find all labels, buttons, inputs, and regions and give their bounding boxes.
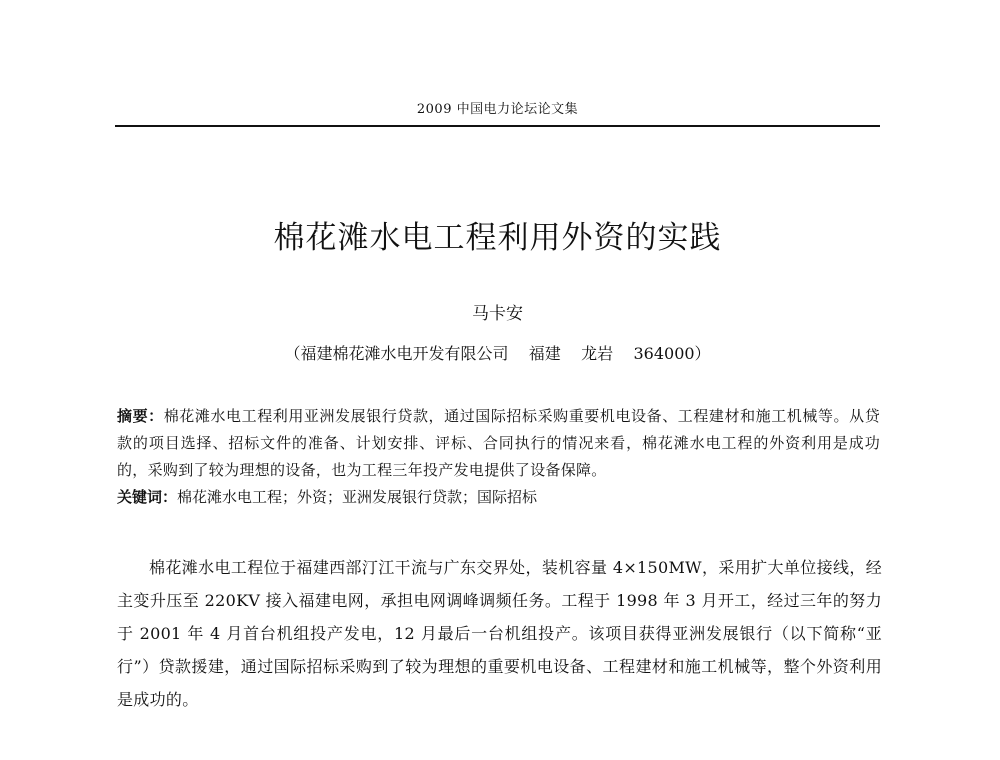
- keywords-label: 关键词：: [117, 488, 178, 506]
- author-name: 马卡安: [472, 304, 523, 324]
- author-affiliation: （福建棉花滩水电开发有限公司 福建 龙岩 364000）: [284, 344, 711, 363]
- abstract-label: 摘要：: [117, 407, 164, 425]
- running-header: 2009 中国电力论坛论文集: [416, 102, 579, 117]
- abstract-text: 棉花滩水电工程利用亚洲发展银行贷款，通过国际招标采购重要机电设备、工程建材和施工机械等。从贷款的项目选择、招标文件的准备、计划安排、评标、合同执行的情况来看，棉花滩水电工程的外资利用是成功的，采购到了较为理想的设备，也为工程三年投产发电提供了设备保障。: [117, 407, 880, 479]
- abstract: [117, 403, 880, 484]
- keywords-text: 棉花滩水电工程；外资；亚洲发展银行贷款；国际招标: [177, 488, 538, 506]
- keywords: [117, 484, 880, 511]
- header-rule: [115, 125, 880, 127]
- body-paragraph: 棉花滩水电工程位于福建西部汀江干流与广东交界处，装机容量 4×150MW，采用扩大单位接线，经主变升压至 220KV 接入福建电网，承担电网调峰调频任务。工程于 1998 年 3 月开工，经过三年的努力于 2001 年 4 月首台机组投产发电，12 月最后一台机组投产。该项目获得亚洲发展银行（以下简称“亚行”）贷款援建，通过国际招标采购到了较为理想的重要机电设备、工程建材和施工机械等，整个外资利用是成功的。: [117, 558, 882, 709]
- paper-title: 棉花滩水电工程利用外资的实践: [273, 220, 722, 256]
